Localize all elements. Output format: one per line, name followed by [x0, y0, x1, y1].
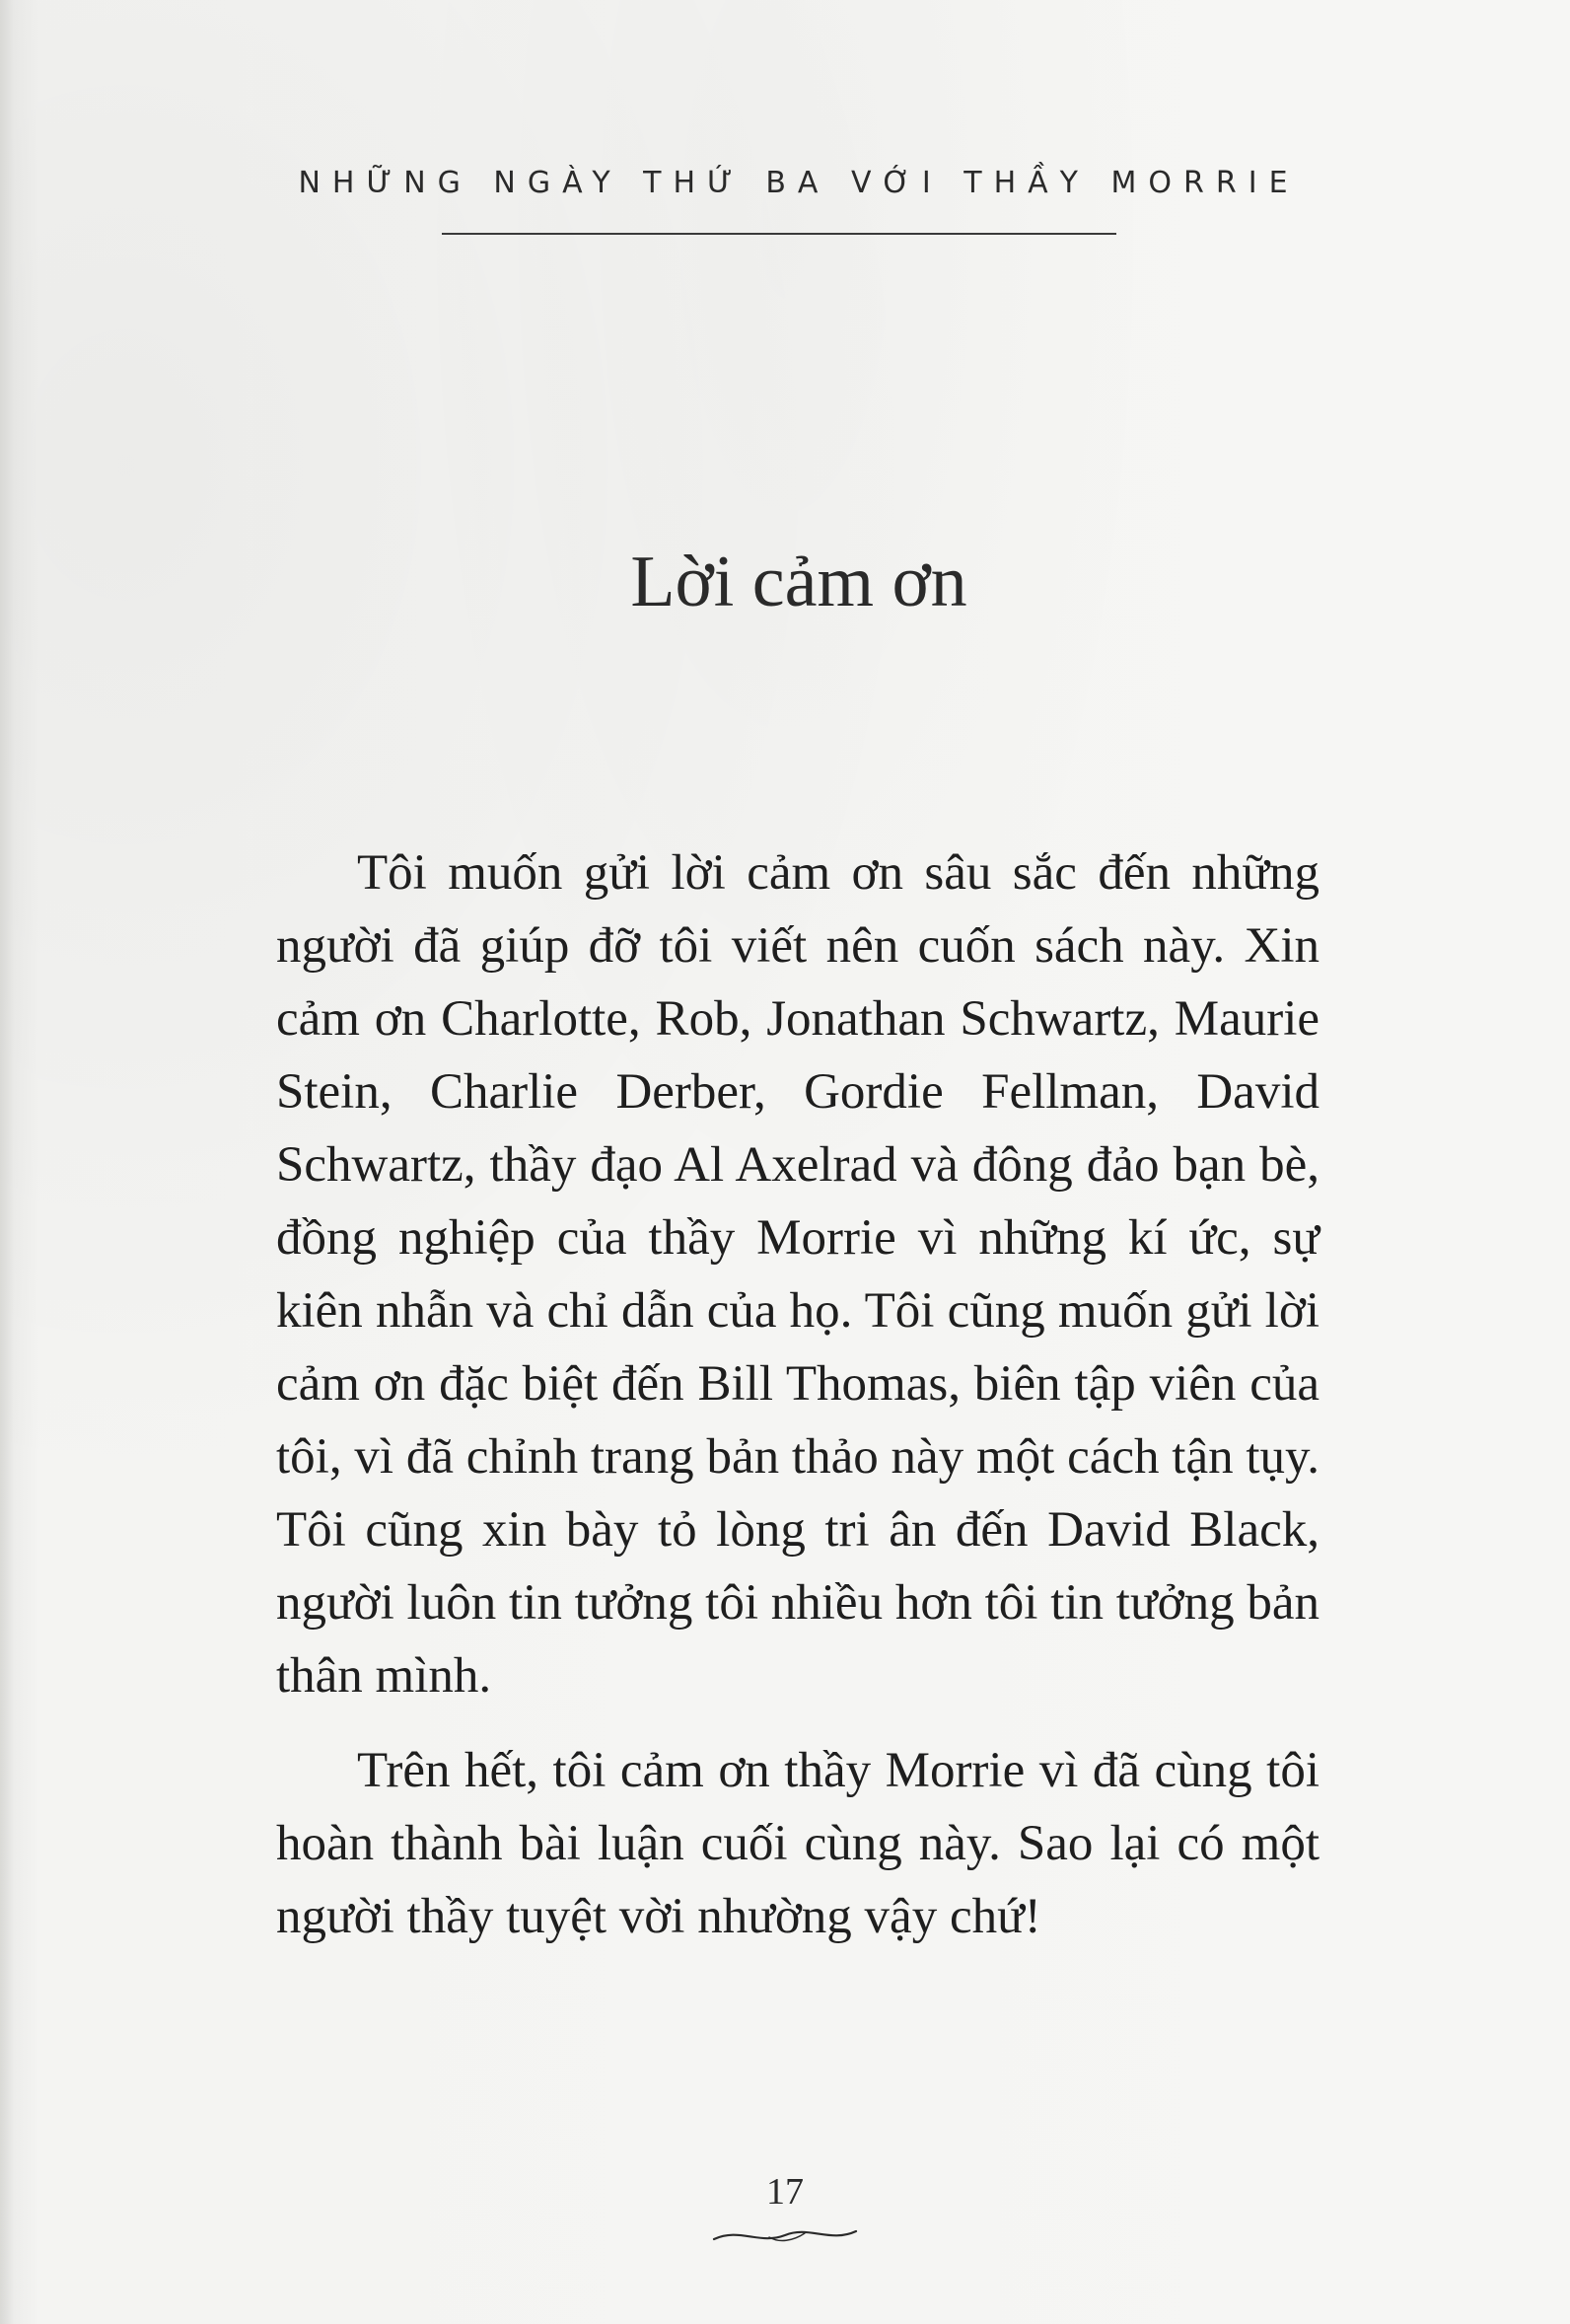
page-edge-shadow — [0, 0, 14, 2324]
chapter-title: Lời cảm ơn — [630, 542, 967, 622]
page-number: 17 — [766, 2171, 804, 2213]
running-header: NHỮNG NGÀY THỨ BA VỚI THẦY MORRIE — [298, 166, 1300, 200]
paragraph-2: Trên hết, tôi cảm ơn thầy Morrie vì đã cùng tôi hoàn thành bài luận cuối cùng này. Sao lại có một người thầy tuyệt vời nhường vậy chứ! — [276, 1743, 1320, 1944]
body-text — [276, 836, 1320, 1953]
header-rule — [442, 233, 1116, 235]
paragraph-1: Tôi muốn gửi lời cảm ơn sâu sắc đến những người đã giúp đỡ tôi viết nên cuốn sách này. Xin cảm ơn Charlotte, Rob, Jonathan Schwartz, Maurie Stein, Charlie Derber, Gordie Fellman, David Schwartz, thầy đạo Al Axelrad và đông đảo bạn bè, đồng nghiệp của thầy Morrie vì những kí ức, sự kiên nhẫn và chỉ dẫn của họ. Tôi cũng muốn gửi lời cảm ơn đặc biệt đến Bill Thomas, biên tập viên của tôi, vì đã chỉnh trang bản thảo này một cách tận tụy. Tôi cũng xin bày tỏ lòng tri ân đến David Black, người luôn tin tưởng tôi nhiều hơn tôi tin tưởng bản thân mình. — [276, 845, 1320, 1704]
swash-ornament-icon — [710, 2219, 860, 2249]
